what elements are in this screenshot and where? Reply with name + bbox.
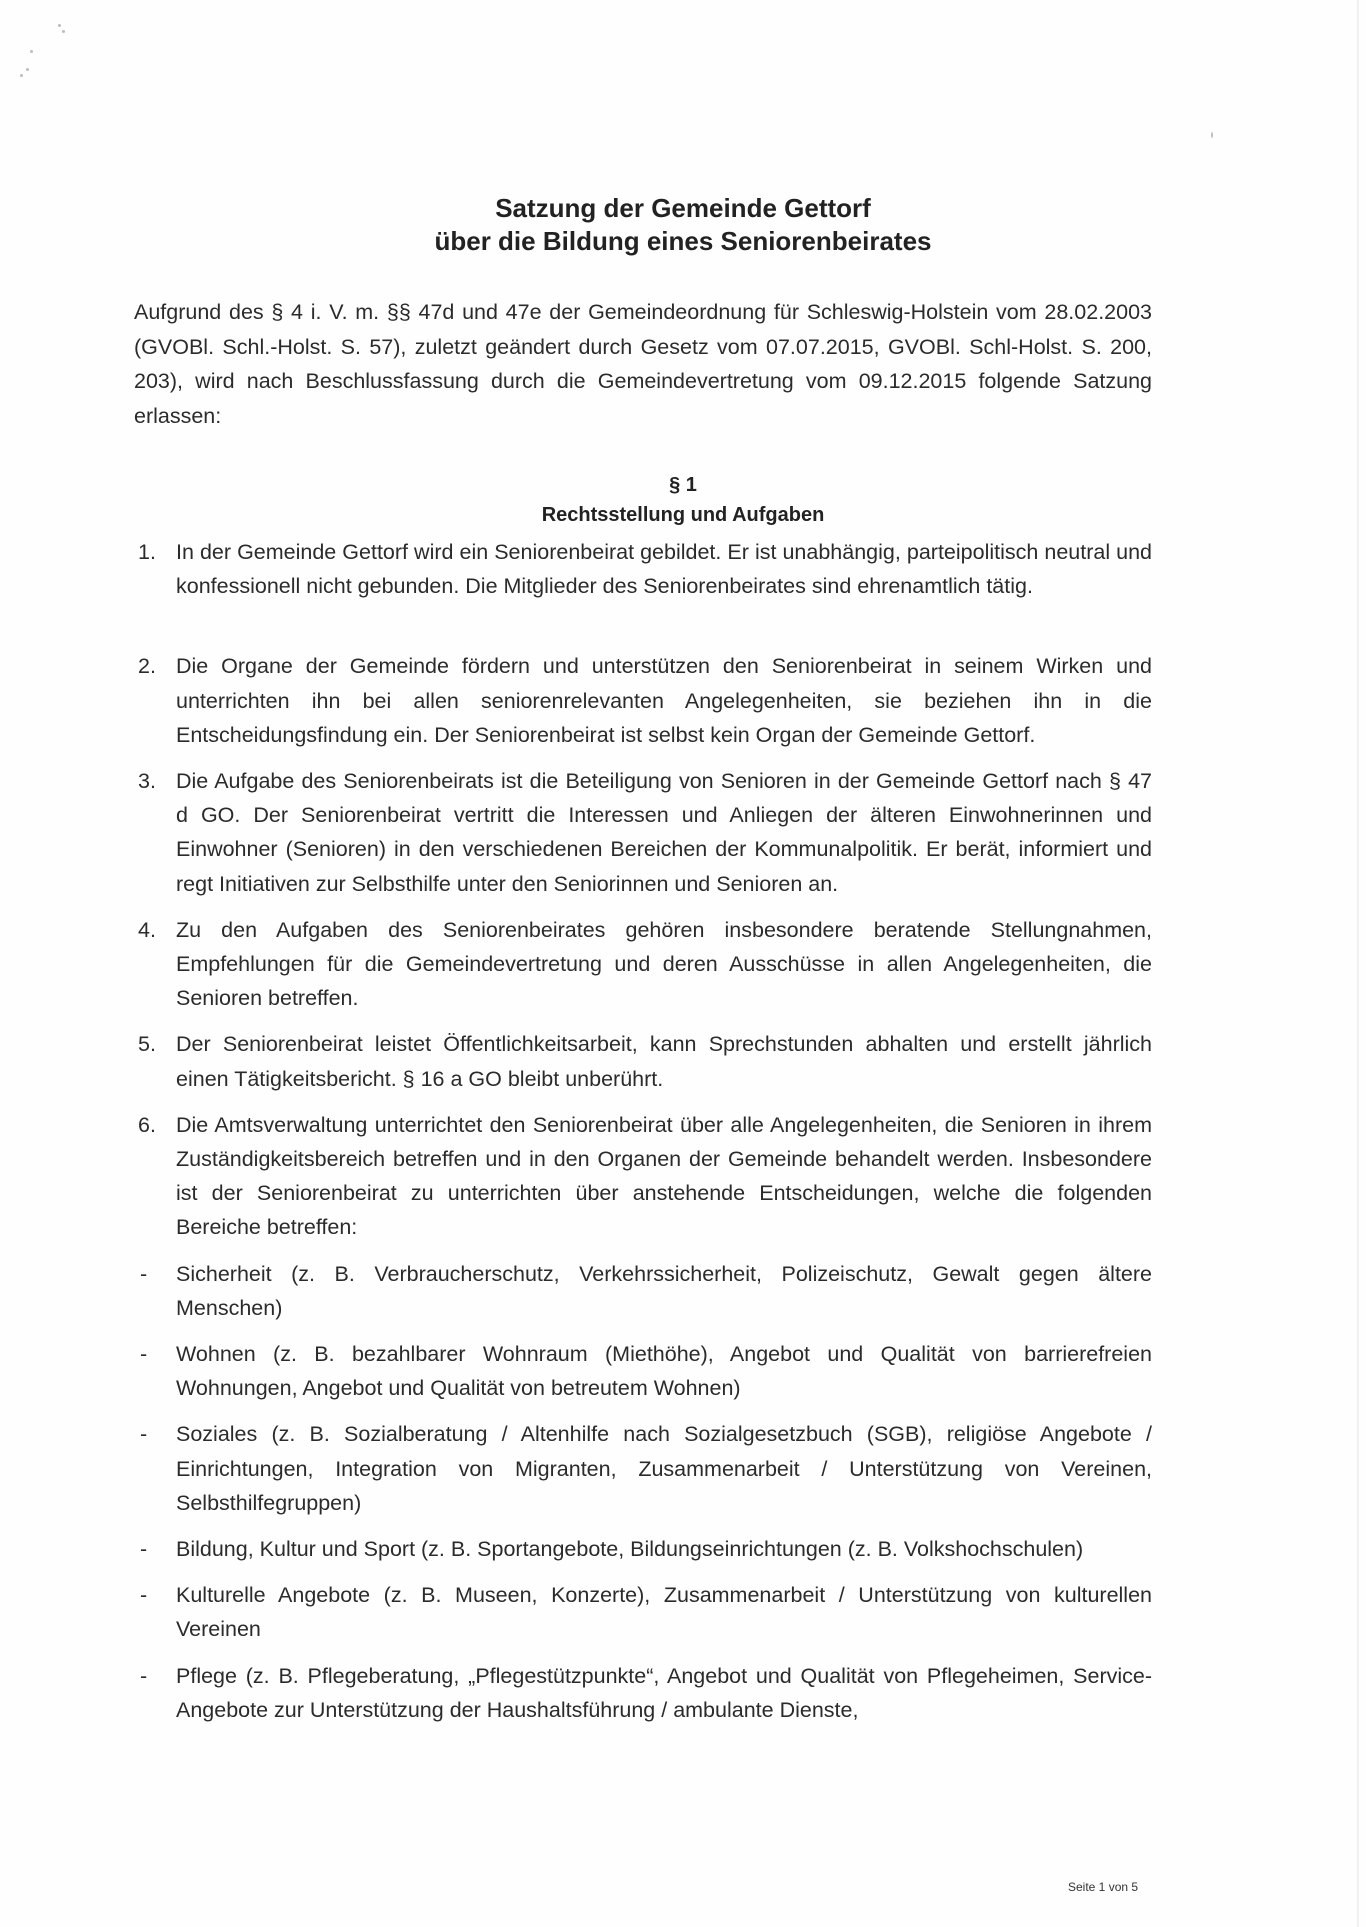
- scan-edge: [1357, 0, 1359, 1927]
- section-number: § 1: [669, 474, 697, 496]
- numbered-item: [134, 913, 1152, 1016]
- section-heading: [0, 470, 1366, 530]
- numbered-item: [134, 764, 1152, 901]
- scan-speck: [62, 30, 65, 33]
- dash-bullet-icon: -: [140, 1663, 148, 1688]
- item-number: 2.: [138, 654, 156, 679]
- numbered-item: [134, 1108, 1152, 1245]
- dash-bullet-icon: -: [140, 1583, 148, 1608]
- bullet-item: [134, 1659, 1152, 1727]
- bullet-text: Bildung, Kultur und Sport (z. B. Sportangebote, Bildungseinrichtungen (z. B. Volkshochschulen): [176, 1537, 1084, 1562]
- dash-bullet-icon: -: [140, 1261, 148, 1286]
- scan-speck: [20, 74, 23, 77]
- title-line-2: über die Bildung eines Seniorenbeirates: [434, 226, 932, 256]
- dash-bullet-icon: -: [140, 1422, 148, 1447]
- item-text: Die Amtsverwaltung unterrichtet den Seniorenbeirat über alle Angelegenheiten, die Senioren in ihrem Zuständigkeitsbereich betreffen und in den Organen der Gemeinde behandelt werden. Insbesondere ist der Seniorenbeirat zu unterrichten über anstehende Entscheidungen, welche die folgenden Bereiche betreffen:: [176, 1112, 1152, 1240]
- item-number: 3.: [138, 769, 156, 794]
- bullet-item: [134, 1257, 1152, 1325]
- bullet-item: [134, 1337, 1152, 1405]
- scan-speck: [58, 24, 61, 27]
- preamble-paragraph: Aufgrund des § 4 i. V. m. §§ 47d und 47e der Gemeindeordnung für Schleswig-Holstein vom 28.02.2003 (GVOBl. Schl.-Holst. S. 57), zuletzt geändert durch Gesetz vom 07.07.2015, GVOBl. Schl-Holst. S. 200, 203), wird nach Beschlussfassung durch die Gemeindevertretung vom 09.12.2015 folgende Satzung erlassen:: [134, 300, 1152, 428]
- bullet-text: Sicherheit (z. B. Verbraucherschutz, Verkehrssicherheit, Polizeischutz, Gewalt gegen ältere Menschen): [176, 1261, 1152, 1320]
- section-title: Rechtsstellung und Aufgaben: [541, 504, 825, 526]
- item-text: Die Organe der Gemeinde fördern und unterstützen den Seniorenbeirat in seinem Wirken und unterrichten ihn bei allen seniorenrelevanten Angelegenheiten, sie beziehen ihn in die Entscheidungsfindung ein. Der Seniorenbeirat ist selbst kein Organ der Gemeinde Gettorf.: [176, 654, 1152, 747]
- bullet-text: Soziales (z. B. Sozialberatung / Altenhilfe nach Sozialgesetzbuch (SGB), religiöse Angebote / Einrichtungen, Integration von Migranten, Zusammenarbeit / Unterstützung von Vereinen, Selbsthilfegruppen): [176, 1422, 1152, 1515]
- bullet-text: Wohnen (z. B. bezahlbarer Wohnraum (Miethöhe), Angebot und Qualität von barrierefreien Wohnungen, Angebot und Qualität von betreutem Wohnen): [176, 1342, 1152, 1401]
- item-text: In der Gemeinde Gettorf wird ein Seniorenbeirat gebildet. Er ist unabhängig, parteipolitisch neutral und konfessionell nicht gebunden. Die Mitglieder des Seniorenbeirates sind ehrenamtlich tätig.: [176, 540, 1152, 599]
- bullet-item: [134, 1532, 1152, 1566]
- scan-speck: [26, 68, 29, 71]
- item-text: Zu den Aufgaben des Seniorenbeirates gehören insbesondere beratende Stellungnahmen, Empfehlungen für die Gemeindevertretung und deren Ausschüsse in allen Angelegenheiten, die Senioren betreffen.: [176, 917, 1152, 1011]
- page-number: Seite 1 von 5: [1068, 1880, 1139, 1894]
- bullet-item: [134, 1578, 1152, 1646]
- numbered-item: [134, 649, 1152, 752]
- item-text: Der Seniorenbeirat leistet Öffentlichkeitsarbeit, kann Sprechstunden abhalten und erstellt jährlich einen Tätigkeitsbericht. § 16 a GO bleibt unberührt.: [176, 1032, 1152, 1091]
- dash-bullet-icon: -: [140, 1537, 148, 1562]
- item-number: 1.: [138, 540, 156, 564]
- item-number: 4.: [138, 917, 156, 942]
- dash-bullet-icon: -: [140, 1342, 148, 1367]
- scan-speck: [30, 50, 33, 53]
- bullet-item: [134, 1417, 1152, 1520]
- title-line-1: Satzung der Gemeinde Gettorf: [495, 193, 871, 223]
- numbered-item: [134, 1027, 1152, 1095]
- bullet-text: Kulturelle Angebote (z. B. Museen, Konzerte), Zusammenarbeit / Unterstützung von kulturellen Vereinen: [176, 1583, 1152, 1642]
- item-text: Die Aufgabe des Seniorenbeirats ist die Beteiligung von Senioren in der Gemeinde Gettorf nach § 47 d GO. Der Seniorenbeirat vertritt die Interessen und Anliegen der älteren Einwohnerinnen und Einwohner (Senioren) in den verschiedenen Bereichen der Kommunalpolitik. Er berät, informiert und regt Initiativen zur Selbsthilfe unter den Seniorinnen und Senioren an.: [176, 769, 1152, 896]
- scan-speck: [1211, 132, 1213, 138]
- numbered-item: [134, 535, 1152, 603]
- item-number: 6.: [138, 1112, 156, 1137]
- item-number: 5.: [138, 1032, 156, 1057]
- document-title: [0, 192, 1366, 258]
- section-body: [134, 535, 1152, 1727]
- bullet-text: Pflege (z. B. Pflegeberatung, „Pflegestützpunkte“, Angebot und Qualität von Pflegeheimen, Service-Angebote zur Unterstützung der Haushaltsführung / ambulante Dienste,: [176, 1663, 1152, 1722]
